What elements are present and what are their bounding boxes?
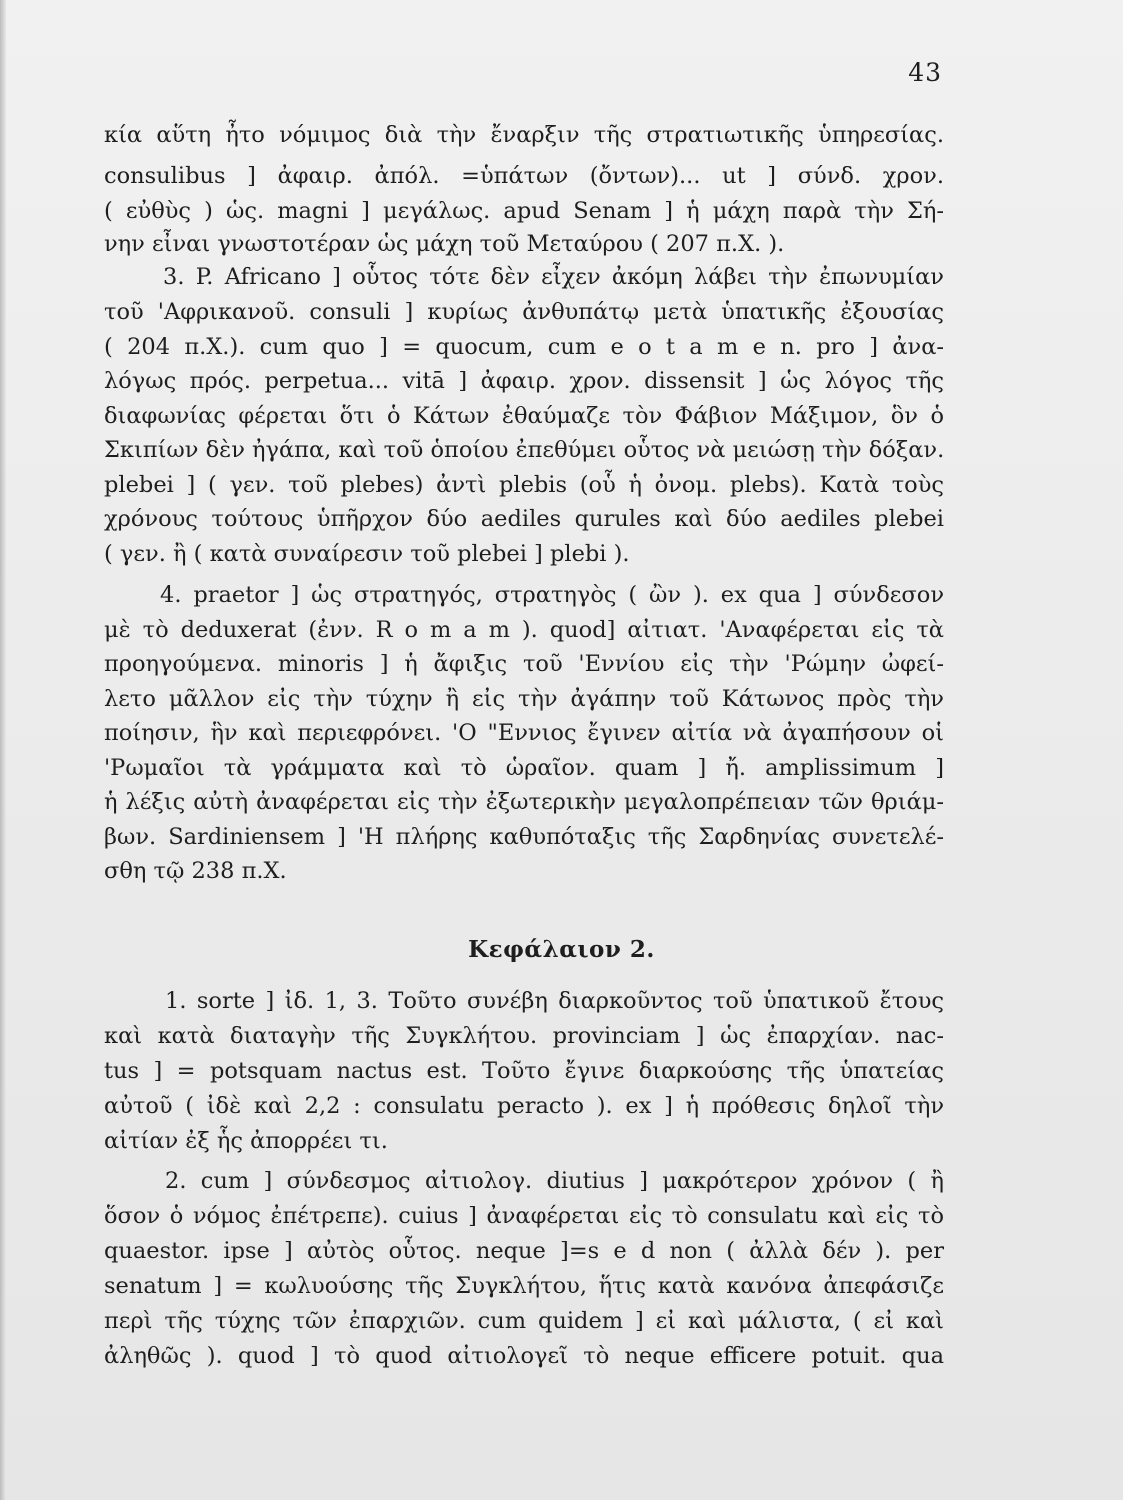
text-line: 'Ρωμαῖοι τὰ γράμματα καὶ τὸ ὡραῖον. quam ] ἤ. amplissimum ]: [104, 755, 944, 781]
text-line: λόγως πρός. perpetua... vitā ] ἀφαιρ. χρον. dissensit ] ὡς λόγος τῆς: [104, 368, 944, 394]
text-line: ἡ λέξις αὐτὴ ἀναφέρεται εἰς τὴν ἐξωτερικὴν μεγαλοπρέπειαν τῶν θριάμ-: [104, 789, 944, 815]
text-line: βων. Sardiniensem ] 'Η πλήρης καθυπόταξις τῆς Σαρδηνίας συνετελέ-: [104, 824, 944, 850]
paragraph-first-line: 4. praetor ] ὡς στρατηγός, στρατηγὸς ( ὢν ). ex qua ] σύνδεσον: [160, 582, 944, 608]
text-line: διαφωνίας φέρεται ὅτι ὁ Κάτων ἐθαύμαζε τὸν Φάβιον Μάξιμον, ὃν ὁ: [104, 403, 944, 429]
text-line: ποίησιν, ἣν καὶ περιεφρόνει. 'Ο "Εννιος ἔγινεν αἰτία νὰ ἀγαπήσουν οἱ: [104, 720, 944, 746]
page-edge-shadow: [0, 0, 6, 1500]
text-line: τοῦ 'Αφρικανοῦ. consuli ] κυρίως ἀνθυπάτῳ μετὰ ὑπατικῆς ἐξουσίας: [104, 299, 944, 325]
text-line: plebei ] ( γεν. τοῦ plebes) ἀντὶ plebis (οὗ ἡ ὀνομ. plebs). Κατὰ τοὺς: [104, 472, 944, 498]
text-line: νην εἶναι γνωστοτέραν ὡς μάχη τοῦ Μεταύρου ( 207 π.Χ. ).: [104, 231, 785, 257]
text-line: Σκιπίων δὲν ἠγάπα, καὶ τοῦ ὁποίου ἐπεθύμει οὗτος νὰ μειώσῃ τὴν δόξαν.: [104, 437, 945, 463]
page-number: 43: [908, 58, 942, 87]
text-line: ( 204 π.Χ.). cum quo ] = quocum, cum e o t a m e n. pro ] ἀνα-: [104, 334, 944, 360]
text-line: senatum ] = κωλυούσης τῆς Συγκλήτου, ἥτις κατὰ κανόνα ἀπεφάσιζε: [104, 1273, 944, 1299]
text-line: tus ] = potsquam nactus est. Τοῦτο ἔγινε διαρκούσης τῆς ὑπατείας: [104, 1058, 944, 1084]
text-line: χρόνους τούτους ὑπῆρχον δύο aediles qurules καὶ δύο aediles plebei: [104, 506, 944, 532]
text-line: αὐτοῦ ( ἰδὲ καὶ 2,2 : consulatu peracto ). ex ] ἡ πρόθεσις δηλοῖ τὴν: [104, 1093, 944, 1119]
text-line: προηγούμενα. minoris ] ἡ ἄφιξις τοῦ 'Εννίου εἰς τὴν 'Ρώμην ὠφεί-: [104, 651, 944, 677]
text-line: ὅσον ὁ νόμος ἐπέτρεπε). cuius ] ἀναφέρεται εἰς τὸ consulatu καὶ εἰς τὸ: [104, 1203, 944, 1229]
text-line: consulibus ] ἀφαιρ. ἀπόλ. =ὑπάτων (ὄντων)... ut ] σύνδ. χρον.: [104, 163, 944, 189]
text-line: ( γεν. ἢ ( κατὰ συναίρεσιν τοῦ plebei ] plebi ).: [104, 541, 630, 567]
text-line: σθη τῷ 238 π.Χ.: [104, 858, 287, 884]
text-line: ἀληθῶς ). quod ] τὸ quod αἰτιολογεῖ τὸ neque efficere potuit. qua: [104, 1343, 944, 1369]
text-line: ( εὐθὺς ) ὡς. magni ] μεγάλως. apud Senam ] ἡ μάχη παρὰ τὴν Σή-: [104, 198, 944, 224]
text-line: μὲ τὸ deduxerat (ἐνν. R o m a m ). quod] αἰτιατ. 'Αναφέρεται εἰς τὰ: [104, 617, 944, 643]
text-line: αἰτίαν ἐξ ἧς ἀπορρέει τι.: [104, 1128, 388, 1154]
paragraph-first-line: 3. P. Africano ] οὗτος τότε δὲν εἶχεν ἀκόμη λάβει τὴν ἐπωνυμίαν: [163, 264, 944, 290]
text-line: λετο μᾶλλον εἰς τὴν τύχην ἢ εἰς τὴν ἀγάπην τοῦ Κάτωνος πρὸς τὴν: [104, 686, 944, 712]
text-line: περὶ τῆς τύχης τῶν ἐπαρχιῶν. cum quidem ] εἰ καὶ μάλιστα, ( εἰ καὶ: [104, 1308, 944, 1334]
text-line: καὶ κατὰ διαταγὴν τῆς Συγκλήτου. provinciam ] ὡς ἐπαρχίαν. nac-: [104, 1023, 944, 1049]
text-line: quaestor. ipse ] αὐτὸς οὗτος. neque ]=s e d non ( ἀλλὰ δέν ). per: [104, 1238, 944, 1264]
paragraph-first-line: 2. cum ] σύνδεσμος αἰτιολογ. diutius ] μακρότερον χρόνον ( ἢ: [165, 1168, 944, 1194]
text-line: κία αὕτη ἦτο νόμιμος διὰ τὴν ἔναρξιν τῆς στρατιωτικῆς ὑπηρεσίας.: [104, 122, 944, 148]
paragraph-first-line: 1. sorte ] ἰδ. 1, 3. Τοῦτο συνέβη διαρκοῦντος τοῦ ὑπατικοῦ ἔτους: [165, 988, 944, 1014]
chapter-heading: Κεφάλαιον 2.: [468, 936, 655, 963]
